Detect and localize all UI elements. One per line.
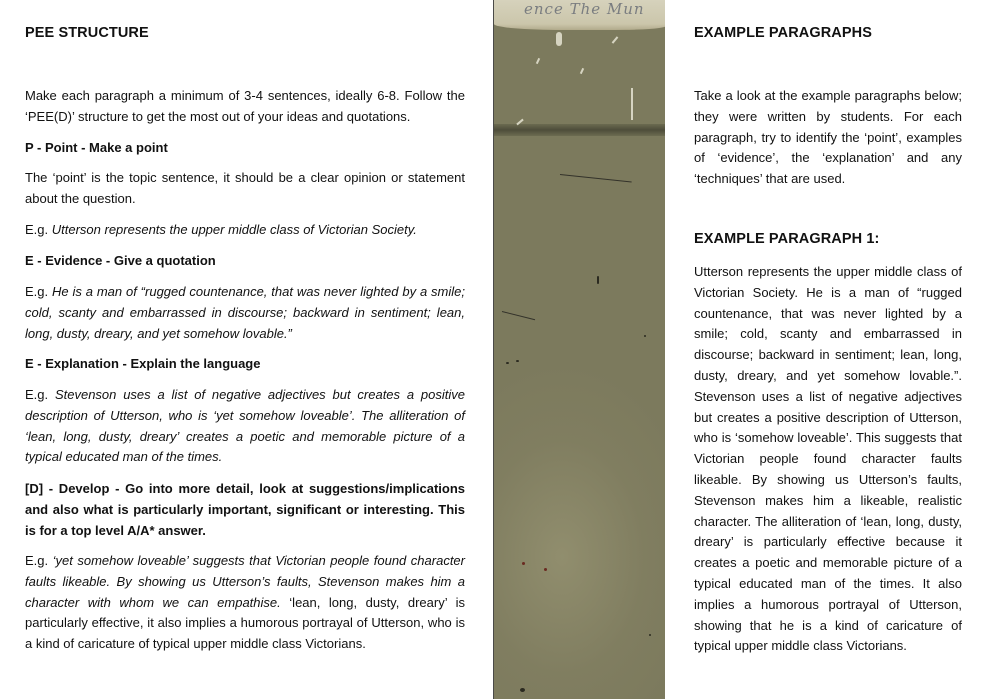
explanation-example (25, 385, 465, 468)
light-smudge (493, 370, 665, 699)
develop-example (25, 551, 465, 655)
white-mark (580, 68, 584, 74)
white-mark (612, 36, 619, 43)
torn-paper-edge (494, 0, 665, 30)
dark-band (494, 124, 665, 136)
evidence-example-text: He is a man of “rugged countenance, that was never lighted by a smile; cold, scanty and embarrassed in discourse; backward in sentiment; lean, long, dusty, dreary, and yet somehow lovable.” (25, 284, 465, 341)
example-paragraphs-title: EXAMPLE PARAGRAPHS (694, 25, 872, 41)
scratch-mark (560, 174, 632, 183)
texture-divider-strip (493, 0, 665, 699)
example-paragraph-1-body: Utterson represents the upper middle class of Victorian Society. He is a man of “rugged countenance, that was never lighted by a smile; cold, scanty and embarrassed in discourse; backward in sentiment; lean, long, dusty, dreary, and yet somehow lovable.”. Stevenson uses a list of negative adjectives but creates a positive description of Utterson, who is ‘somehow loveable’. This suggests that Victorian people found character faults likeable. By showing us Utterson’s faults, Stevenson makes him a likeable, realistic character. The alliteration of ‘lean, long, dusty, dreary’ is particularly effective because it creates a poetic and memorable picture of a typical educated man of the times. It also implies a humorous portrayal of Utterson, showing that he is a kind of caricature of typical upper middle class Victorians. (694, 264, 962, 654)
evidence-example-prefix: E.g. (25, 284, 49, 299)
white-mark (556, 32, 562, 46)
speck (544, 568, 547, 571)
handwritten-script: ence The Mun (524, 0, 645, 18)
point-heading: P - Point - Make a point (25, 140, 168, 155)
explanation-example-text: Stevenson uses a list of negative adjectives but creates a positive description of Utterson, who is ‘yet somehow loveable’. The alliteration of ‘lean, long, dusty, dreary’ creates a poetic and memorable picture of a typical educated man of the times. (25, 387, 465, 465)
pee-structure-title: PEE STRUCTURE (25, 25, 149, 41)
develop-heading: [D] - Develop - Go into more detail, look at suggestions/implications and also what is particularly important, significant or interesting. This is for a top level A/A* answer. (25, 481, 465, 538)
white-mark (631, 88, 633, 120)
point-example-text: Utterson represents the upper middle class of Victorian Society. (51, 222, 417, 237)
speck (522, 562, 525, 565)
speck (506, 362, 509, 364)
speck (516, 360, 519, 362)
point-example (25, 220, 465, 241)
example-paragraph-1-heading: EXAMPLE PARAGRAPH 1: (694, 231, 880, 247)
example-intro-text: Take a look at the example paragraphs below; they were written by students. For each paragraph, try to identify the ‘point’, examples of ‘evidence’, the ‘explanation’ and any ‘techniques’ that are used. (694, 88, 962, 187)
white-mark (536, 58, 540, 64)
evidence-example (25, 282, 465, 344)
scratch-mark (502, 311, 535, 320)
speck (520, 688, 525, 692)
point-example-prefix: E.g. (25, 222, 49, 237)
pee-intro-text: Make each paragraph a minimum of 3-4 sentences, ideally 6-8. Follow the ‘PEE(D)’ structure to get the most out of your ideas and quotations. (25, 88, 465, 124)
speck (644, 335, 646, 337)
speck (649, 634, 651, 636)
develop-example-plain: ‘lean, long, dusty, dreary’ is particularly effective, it also implies a humorous portrayal of Utterson, who is a kind of caricature of typical upper middle class Victorians. (25, 594, 466, 652)
develop-example-prefix: E.g. (25, 553, 49, 568)
explanation-heading: E - Explanation - Explain the language (25, 356, 261, 371)
speck (597, 276, 599, 284)
evidence-heading: E - Evidence - Give a quotation (25, 253, 216, 268)
point-description: The ‘point’ is the topic sentence, it should be a clear opinion or statement about the question. (25, 170, 465, 206)
explanation-example-prefix: E.g. (25, 387, 49, 402)
develop-example-italic: ‘yet somehow loveable’ suggests that Victorian people found character faults likeable. By showing us Utterson’s faults, Stevenson makes him a character with whom we can empathise. (25, 553, 465, 610)
